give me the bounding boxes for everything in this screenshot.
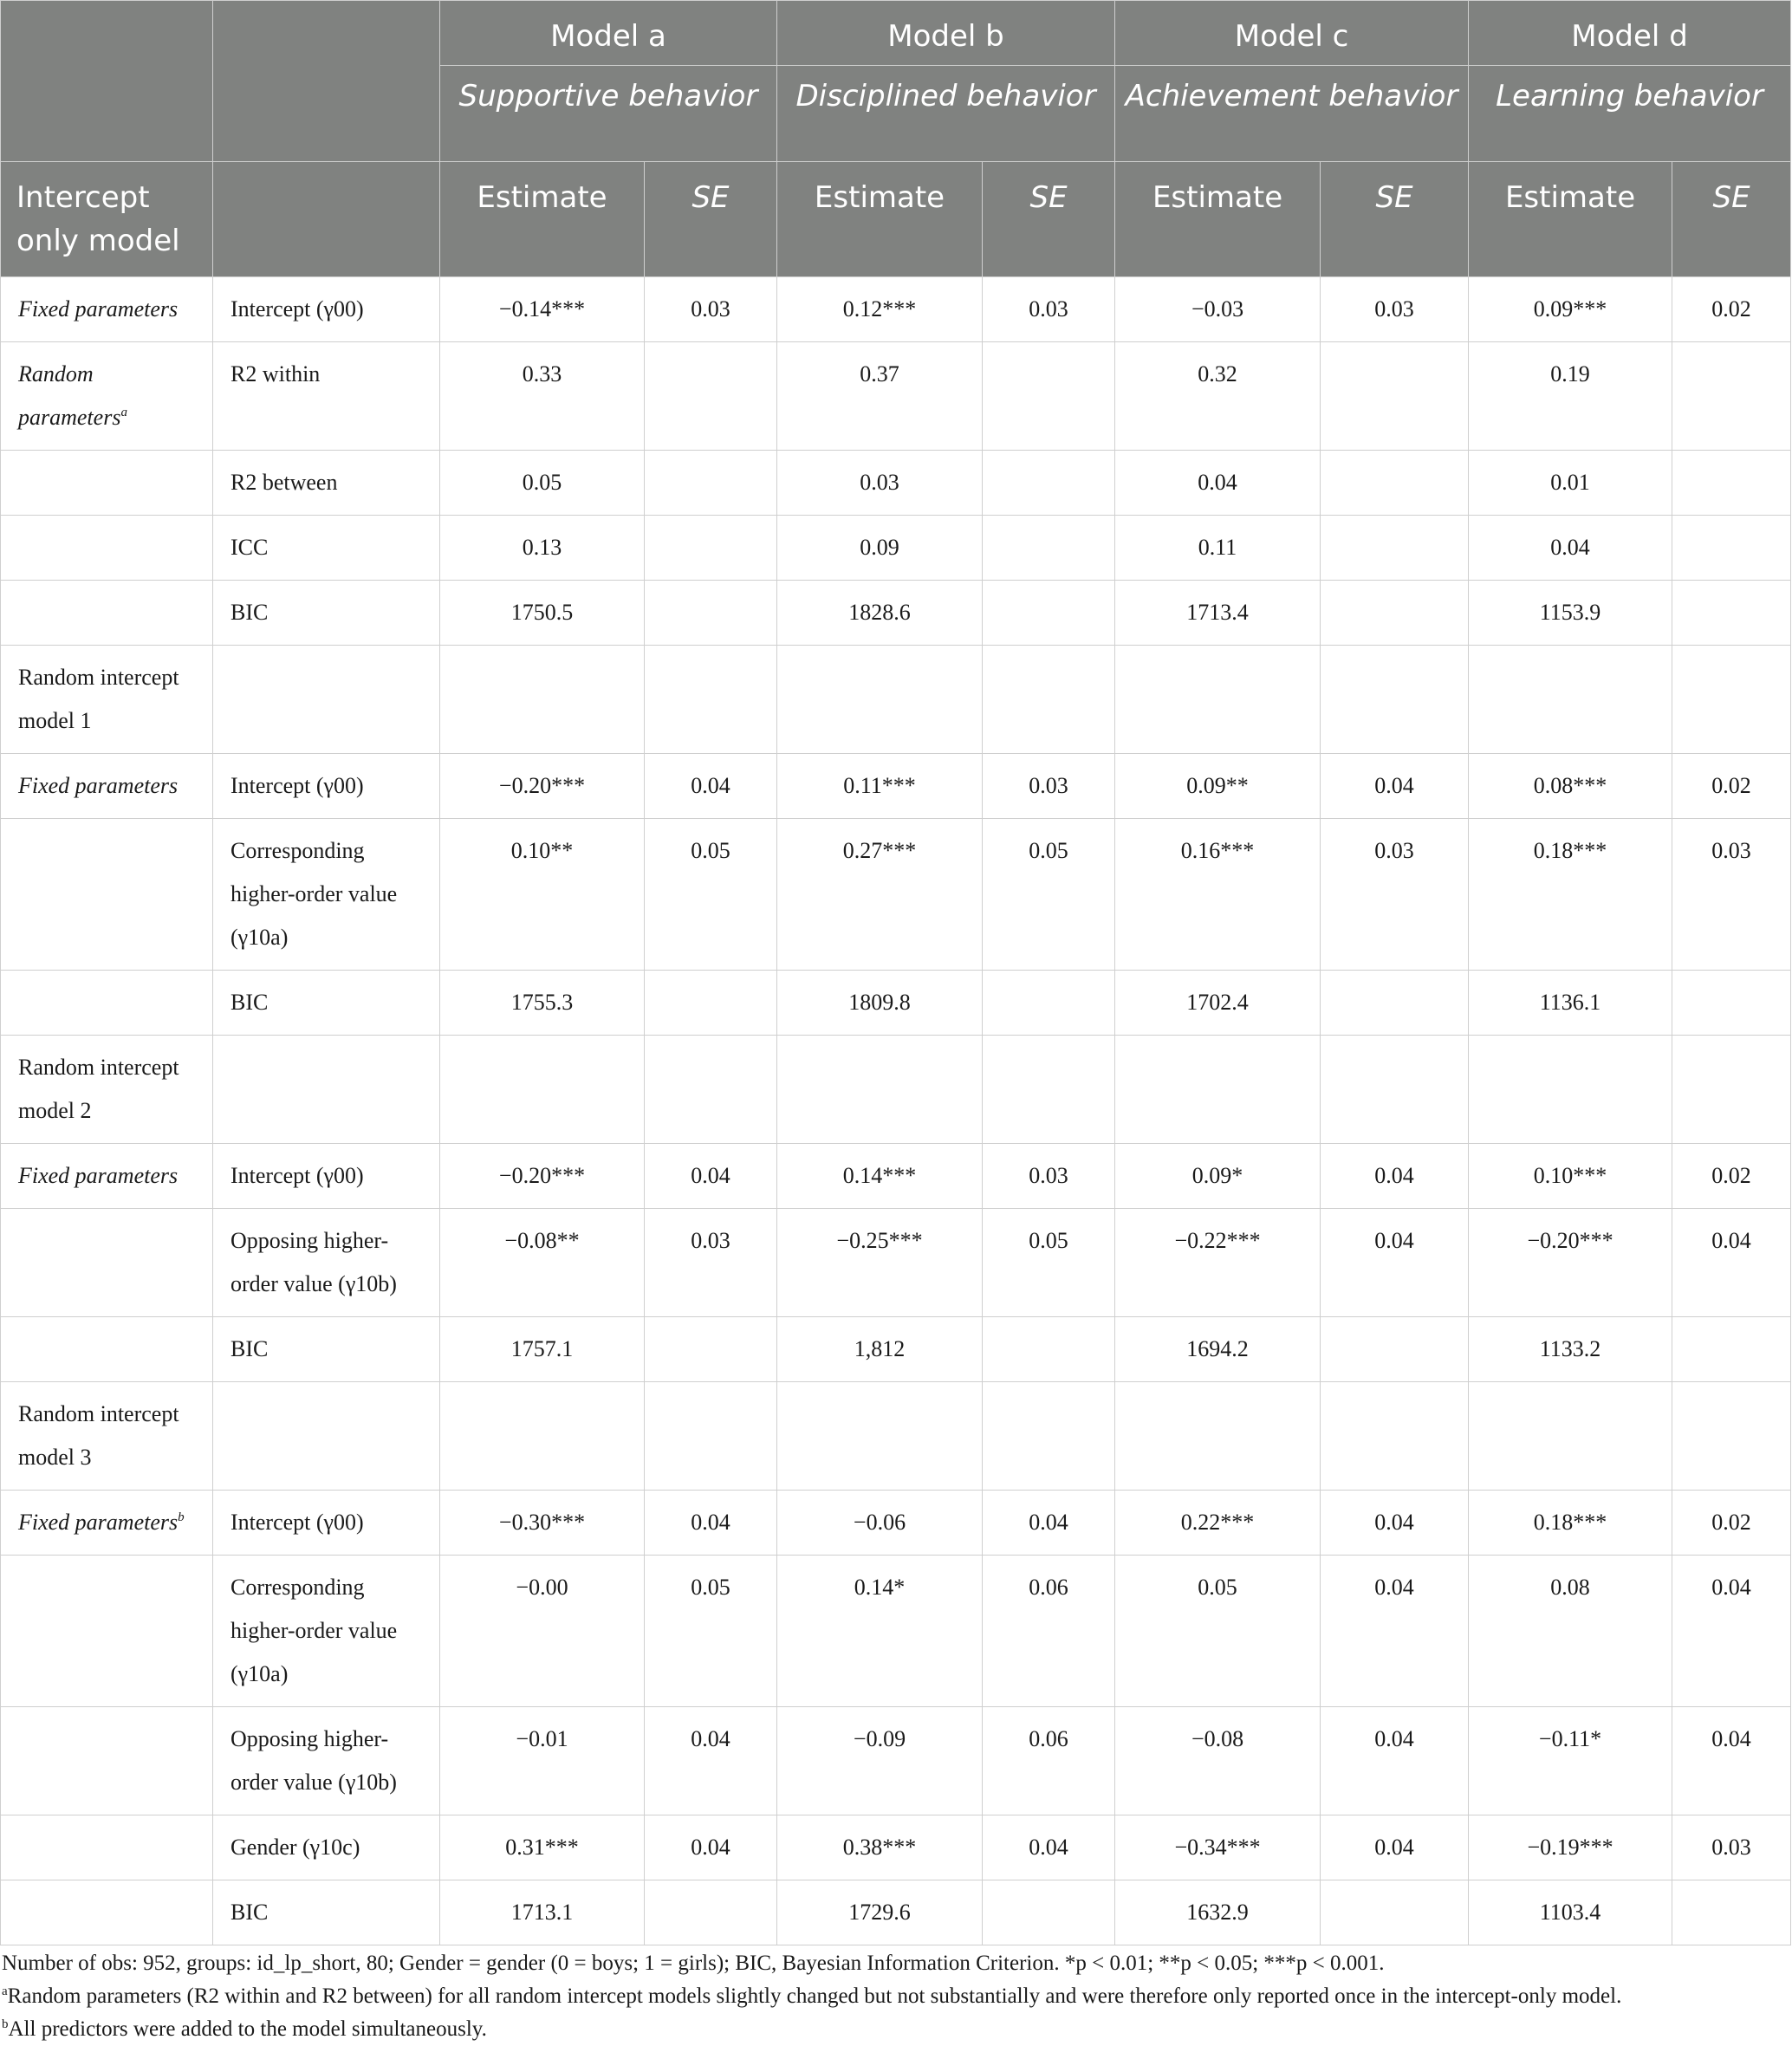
se-cell (1672, 342, 1791, 451)
header-blank-1 (1, 1, 213, 162)
estimate-cell: 0.10*** (1469, 1144, 1672, 1209)
estimate-cell: 0.04 (1115, 451, 1321, 516)
se-cell (1321, 581, 1469, 646)
row-group-label (1, 1317, 213, 1382)
se-cell: 0.02 (1672, 1144, 1791, 1209)
se-cell (983, 1880, 1115, 1945)
table-row (1, 451, 1791, 516)
estimate-header: Estimate (440, 162, 645, 277)
model-c-behavior: Achievement behavior (1115, 66, 1469, 162)
row-group-label (1, 971, 213, 1036)
estimate-cell: 0.09** (1115, 754, 1321, 819)
table-row (1, 646, 1791, 754)
se-cell (645, 971, 777, 1036)
estimate-cell (440, 646, 645, 754)
se-cell: 0.06 (983, 1707, 1115, 1815)
estimate-cell: 0.14* (777, 1556, 983, 1707)
table-row (1, 754, 1791, 819)
table-row (1, 342, 1791, 451)
row-group-text: Fixed parameters (18, 1510, 179, 1535)
estimate-cell: 0.05 (440, 451, 645, 516)
estimate-cell: 0.16*** (1115, 819, 1321, 971)
estimate-cell: 0.04 (1469, 516, 1672, 581)
table-row (1, 1317, 1791, 1382)
se-cell: 0.04 (645, 1491, 777, 1556)
se-cell: 0.05 (645, 819, 777, 971)
estimate-cell: 1809.8 (777, 971, 983, 1036)
se-cell (645, 516, 777, 581)
row-group-label (1, 1491, 213, 1556)
estimate-cell: −0.25*** (777, 1209, 983, 1317)
row-group-label (1, 1036, 213, 1144)
row-group-label (1, 646, 213, 754)
se-cell (983, 1382, 1115, 1491)
table-row (1, 1036, 1791, 1144)
se-cell: 0.06 (983, 1556, 1115, 1707)
se-cell (1672, 516, 1791, 581)
estimate-cell: −0.20*** (440, 754, 645, 819)
estimate-cell: −0.06 (777, 1491, 983, 1556)
se-cell: 0.03 (983, 1144, 1115, 1209)
se-cell: 0.04 (1321, 1144, 1469, 1209)
se-cell (1672, 971, 1791, 1036)
row-group-label (1, 1880, 213, 1945)
estimate-cell: −0.11* (1469, 1707, 1672, 1815)
se-cell (1672, 1317, 1791, 1382)
header-blank-3 (213, 162, 440, 277)
estimate-cell: 1103.4 (1469, 1880, 1672, 1945)
se-cell: 0.04 (1321, 1491, 1469, 1556)
se-cell (645, 1382, 777, 1491)
parameter-label: R2 between (213, 451, 440, 516)
parameter-label: BIC (213, 971, 440, 1036)
estimate-cell: 0.19 (1469, 342, 1672, 451)
note-2-marker: a (2, 1984, 8, 1998)
se-cell (645, 1036, 777, 1144)
estimate-cell: 0.31*** (440, 1815, 645, 1880)
estimate-cell: 1828.6 (777, 581, 983, 646)
se-cell (983, 516, 1115, 581)
se-cell (645, 1317, 777, 1382)
estimate-cell: 0.11 (1115, 516, 1321, 581)
estimate-cell: 0.18*** (1469, 1491, 1672, 1556)
estimate-cell: 1729.6 (777, 1880, 983, 1945)
estimate-cell: 0.38*** (777, 1815, 983, 1880)
estimate-cell: 1133.2 (1469, 1317, 1672, 1382)
estimate-cell: −0.08 (1115, 1707, 1321, 1815)
se-cell: 0.04 (645, 754, 777, 819)
se-cell (1321, 516, 1469, 581)
se-cell (983, 971, 1115, 1036)
estimate-cell: 1713.4 (1115, 581, 1321, 646)
row-group-text: Fixed parameters (18, 296, 179, 322)
estimate-cell (440, 1036, 645, 1144)
estimate-cell: −0.19*** (1469, 1815, 1672, 1880)
se-cell: 0.04 (1321, 1556, 1469, 1707)
estimate-cell: 1713.1 (440, 1880, 645, 1945)
se-cell (1672, 1880, 1791, 1945)
se-cell: 0.04 (1321, 754, 1469, 819)
estimate-cell: 1153.9 (1469, 581, 1672, 646)
estimate-header: Estimate (1115, 162, 1321, 277)
estimate-header: Estimate (777, 162, 983, 277)
table-notes (0, 1945, 1792, 2046)
estimate-cell: 0.03 (777, 451, 983, 516)
estimate-cell: −0.14*** (440, 277, 645, 342)
se-cell: 0.04 (983, 1815, 1115, 1880)
se-cell: 0.03 (983, 277, 1115, 342)
estimate-cell: 1750.5 (440, 581, 645, 646)
se-cell (645, 646, 777, 754)
parameter-label: Opposing higher-order value (γ10b) (213, 1707, 440, 1815)
parameter-label: Gender (γ10c) (213, 1815, 440, 1880)
estimate-cell: 1755.3 (440, 971, 645, 1036)
estimate-cell: 0.14*** (777, 1144, 983, 1209)
note-3 (2, 2013, 1792, 2046)
estimate-cell (777, 646, 983, 754)
estimate-cell: 0.01 (1469, 451, 1672, 516)
footnote-marker: a (120, 406, 127, 419)
row-group-label (1, 1556, 213, 1707)
row-group-label (1, 1144, 213, 1209)
estimate-cell: 0.05 (1115, 1556, 1321, 1707)
row-group-label (1, 277, 213, 342)
table-row (1, 1382, 1791, 1491)
parameter-label: Corresponding higher-order value (γ10a) (213, 1556, 440, 1707)
estimate-cell: 0.37 (777, 342, 983, 451)
row-group-label (1, 754, 213, 819)
estimate-cell: −0.00 (440, 1556, 645, 1707)
estimate-cell: 1,812 (777, 1317, 983, 1382)
estimate-cell (1469, 1382, 1672, 1491)
parameter-label: ICC (213, 516, 440, 581)
estimate-cell: 0.08*** (1469, 754, 1672, 819)
model-a-header: Model a (440, 1, 777, 66)
estimate-cell: −0.09 (777, 1707, 983, 1815)
intercept-only-label: Intercept only model (1, 162, 213, 277)
se-cell: 0.03 (1672, 1815, 1791, 1880)
se-cell (1321, 451, 1469, 516)
row-group-label (1, 819, 213, 971)
row-group-label (1, 516, 213, 581)
row-group-text: Fixed parameters (18, 773, 179, 798)
estimate-cell: 0.13 (440, 516, 645, 581)
se-cell (1321, 1317, 1469, 1382)
se-cell: 0.05 (983, 1209, 1115, 1317)
se-cell: 0.03 (1672, 819, 1791, 971)
parameter-label: Intercept (γ00) (213, 754, 440, 819)
row-group-text: Random intercept model 1 (18, 665, 179, 733)
se-cell: 0.02 (1672, 754, 1791, 819)
estimate-cell: 1632.9 (1115, 1880, 1321, 1945)
estimate-cell: 0.10** (440, 819, 645, 971)
table-row (1, 277, 1791, 342)
table-row (1, 1144, 1791, 1209)
model-d-behavior: Learning behavior (1469, 66, 1791, 162)
estimate-cell: 1694.2 (1115, 1317, 1321, 1382)
estimate-cell: −0.03 (1115, 277, 1321, 342)
estimate-cell: 0.32 (1115, 342, 1321, 451)
estimate-header: Estimate (1469, 162, 1672, 277)
table-row (1, 971, 1791, 1036)
se-header: SE (1321, 162, 1469, 277)
se-cell (1321, 342, 1469, 451)
se-cell (1672, 581, 1791, 646)
parameter-label: BIC (213, 1880, 440, 1945)
se-cell: 0.02 (1672, 1491, 1791, 1556)
estimate-cell: −0.22*** (1115, 1209, 1321, 1317)
se-header: SE (983, 162, 1115, 277)
row-group-text: Random intercept model 3 (18, 1401, 179, 1470)
se-cell (983, 342, 1115, 451)
header-blank-2 (213, 1, 440, 162)
model-d-header: Model d (1469, 1, 1791, 66)
model-b-behavior: Disciplined behavior (777, 66, 1115, 162)
se-cell: 0.04 (645, 1707, 777, 1815)
estimate-cell (777, 1036, 983, 1144)
note-2-text: Random parameters (R2 within and R2 between) for all random intercept models slightly changed but not substantially and were therefore only reported once in the intercept-only model. (7, 1984, 1622, 2008)
row-group-label (1, 1382, 213, 1491)
se-cell: 0.04 (1672, 1707, 1791, 1815)
estimate-cell (1469, 646, 1672, 754)
se-cell (983, 1036, 1115, 1144)
estimate-cell: 0.18*** (1469, 819, 1672, 971)
se-cell (645, 342, 777, 451)
se-cell: 0.04 (1672, 1209, 1791, 1317)
estimate-cell (1115, 1036, 1321, 1144)
estimate-cell: −0.20*** (440, 1144, 645, 1209)
parameter-label (213, 1036, 440, 1144)
note-1: Number of obs: 952, groups: id_lp_short, 80; Gender = gender (0 = boys; 1 = girls); BIC, Bayesian Information Criterion. *p < 0.01; **p < 0.05; ***p < 0.001. (2, 1952, 1385, 1975)
se-cell: 0.04 (1672, 1556, 1791, 1707)
se-cell (1321, 1382, 1469, 1491)
se-cell: 0.05 (983, 819, 1115, 971)
se-cell: 0.04 (1321, 1707, 1469, 1815)
row-group-label (1, 451, 213, 516)
parameter-label: Opposing higher-order value (γ10b) (213, 1209, 440, 1317)
se-cell: 0.02 (1672, 277, 1791, 342)
table-row (1, 1491, 1791, 1556)
parameter-label (213, 646, 440, 754)
parameter-label: Intercept (γ00) (213, 1144, 440, 1209)
se-cell (1672, 1382, 1791, 1491)
table-row (1, 581, 1791, 646)
row-group-label (1, 1815, 213, 1880)
se-cell (983, 451, 1115, 516)
se-header: SE (645, 162, 777, 277)
row-group-text: Fixed parameters (18, 1163, 179, 1188)
se-cell (1321, 1880, 1469, 1945)
table-body (1, 277, 1791, 1945)
se-header: SE (1672, 162, 1791, 277)
se-cell: 0.03 (645, 277, 777, 342)
se-cell (1672, 646, 1791, 754)
se-cell: 0.03 (645, 1209, 777, 1317)
estimate-cell: 0.11*** (777, 754, 983, 819)
table-row (1, 1815, 1791, 1880)
estimate-cell (777, 1382, 983, 1491)
se-cell (983, 581, 1115, 646)
table-row (1, 1707, 1791, 1815)
se-cell (645, 451, 777, 516)
estimate-cell: 0.09* (1115, 1144, 1321, 1209)
se-cell (1321, 646, 1469, 754)
estimate-cell: 0.33 (440, 342, 645, 451)
se-cell: 0.05 (645, 1556, 777, 1707)
se-cell: 0.03 (1321, 819, 1469, 971)
table-row (1, 1556, 1791, 1707)
row-group-label (1, 1707, 213, 1815)
parameter-label: R2 within (213, 342, 440, 451)
estimate-cell: 1136.1 (1469, 971, 1672, 1036)
estimate-cell (440, 1382, 645, 1491)
se-cell: 0.04 (1321, 1209, 1469, 1317)
estimate-cell: 0.08 (1469, 1556, 1672, 1707)
estimate-cell: −0.20*** (1469, 1209, 1672, 1317)
estimate-cell: −0.30*** (440, 1491, 645, 1556)
se-cell (983, 1317, 1115, 1382)
estimate-cell: 0.27*** (777, 819, 983, 971)
footnote-marker: b (178, 1510, 185, 1524)
row-group-label (1, 1209, 213, 1317)
parameter-label: Corresponding higher-order value (γ10a) (213, 819, 440, 971)
estimate-cell: 1702.4 (1115, 971, 1321, 1036)
se-cell (1672, 451, 1791, 516)
table-row (1, 819, 1791, 971)
se-cell (1321, 1036, 1469, 1144)
estimate-cell (1469, 1036, 1672, 1144)
estimate-cell: 0.12*** (777, 277, 983, 342)
se-cell: 0.04 (983, 1491, 1115, 1556)
table-row (1, 516, 1791, 581)
model-c-header: Model c (1115, 1, 1469, 66)
se-cell (645, 1880, 777, 1945)
model-b-header: Model b (777, 1, 1115, 66)
parameter-label (213, 1382, 440, 1491)
table-row (1, 1209, 1791, 1317)
estimate-cell: 0.09*** (1469, 277, 1672, 342)
parameter-label: BIC (213, 581, 440, 646)
se-cell: 0.04 (1321, 1815, 1469, 1880)
estimate-cell: 1757.1 (440, 1317, 645, 1382)
row-group-label (1, 581, 213, 646)
estimate-cell (1115, 1382, 1321, 1491)
note-3-marker: b (2, 2017, 9, 2031)
estimate-cell: 0.09 (777, 516, 983, 581)
se-cell (983, 646, 1115, 754)
row-group-text: Random intercept model 2 (18, 1055, 179, 1123)
row-group-label (1, 342, 213, 451)
parameter-label: Intercept (γ00) (213, 277, 440, 342)
se-cell (1672, 1036, 1791, 1144)
se-cell: 0.04 (645, 1815, 777, 1880)
se-cell: 0.03 (983, 754, 1115, 819)
row-group-text: Random parameters (18, 361, 121, 430)
table-row (1, 1880, 1791, 1945)
estimate-cell (1115, 646, 1321, 754)
note-2 (2, 1980, 1792, 2013)
se-cell (645, 581, 777, 646)
se-cell: 0.04 (645, 1144, 777, 1209)
estimate-cell: −0.34*** (1115, 1815, 1321, 1880)
se-cell (1321, 971, 1469, 1036)
parameter-label: BIC (213, 1317, 440, 1382)
estimate-cell: −0.08** (440, 1209, 645, 1317)
estimate-cell: −0.01 (440, 1707, 645, 1815)
note-3-text: All predictors were added to the model simultaneously. (8, 2017, 487, 2041)
model-a-behavior: Supportive behavior (440, 66, 777, 162)
estimate-cell: 0.22*** (1115, 1491, 1321, 1556)
se-cell: 0.03 (1321, 277, 1469, 342)
parameter-label: Intercept (γ00) (213, 1491, 440, 1556)
